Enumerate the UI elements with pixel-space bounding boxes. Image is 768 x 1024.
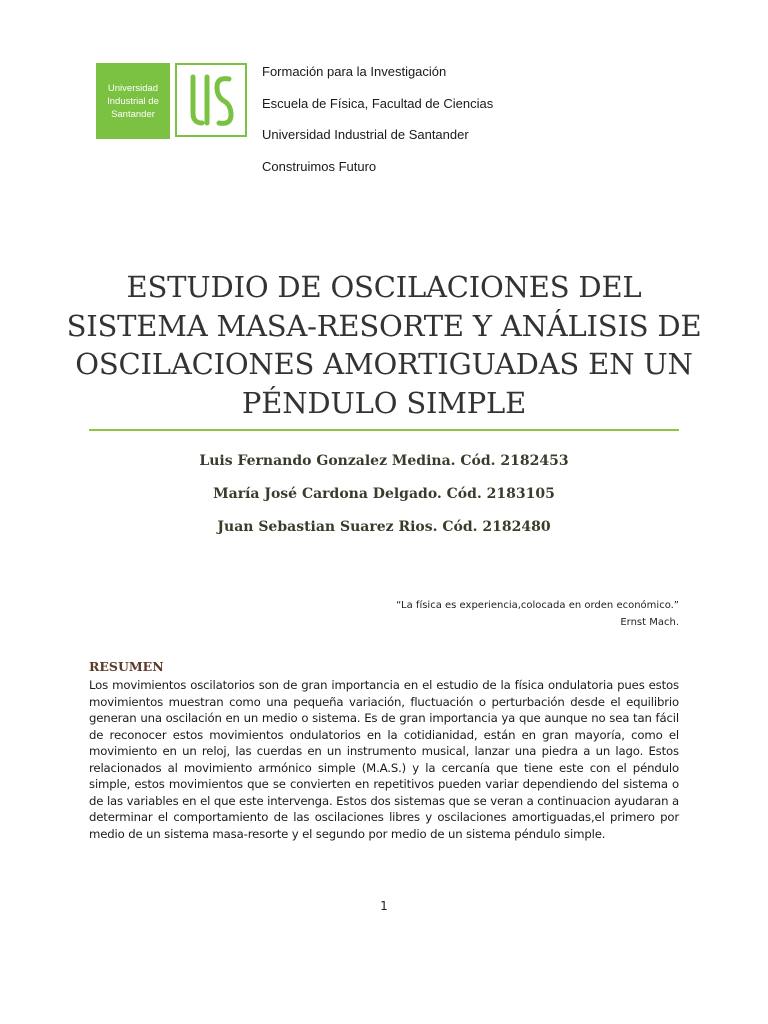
uis-emblem-icon: [177, 65, 247, 137]
logo-line: Santander: [111, 108, 155, 120]
university-logo-box: [96, 63, 170, 139]
abstract-heading: RESUMEN: [89, 659, 164, 674]
author-line: María José Cardona Delgado. Cód. 2183105: [213, 486, 555, 502]
title-divider: [89, 429, 679, 431]
logo-line: Industrial de: [107, 95, 159, 107]
author-line: Luis Fernando Gonzalez Medina. Cód. 2182453: [199, 453, 569, 469]
logo-line: Universidad: [107, 82, 159, 94]
header-line-university: Universidad Industrial de Santander: [262, 127, 469, 142]
uis-emblem-logo: [175, 63, 247, 137]
document-title: ESTUDIO DE OSCILACIONES DEL SISTEMA MASA-RESORTE Y ANÁLISIS DE OSCILACIONES AMORTIGUADAS EN UN PÉNDULO SIMPLE: [66, 270, 702, 420]
header-line-motto: Construimos Futuro: [262, 158, 377, 174]
institution-header: [262, 63, 493, 189]
quote-author: Ernst Mach.: [620, 617, 679, 628]
quote-text: “La física es experiencia,colocada en orden económico.”: [396, 600, 679, 611]
header-line-program: Formación para la Investigación: [262, 64, 447, 79]
header-line-school: Escuela de Física, Facultad de Ciencias: [262, 95, 494, 111]
abstract-body: Los movimientos oscilatorios son de gran importancia en el estudio de la física ondulatoria pues estos movimientos muestran como una pequeña variación, fluctuación o perturbación desde el equilibrio generan una oscilación en un medio o sistema. Es de gran importancia ya que aunque no sea tan fácil de reconocer estos movimientos ondulatorios en la cotidianidad, están en gran mayoría, como el movimiento en un reloj, las cuerdas en un instrumento musical, lanzar una piedra a un lago. Estos relacionados al movimiento armónico simple (M.A.S.) y la cercanía que tiene este con el péndulo simple, estos movimientos que se convierten en repetitivos pueden variar dependiendo del sistema o de las variables en el que este intervenga. Estos dos sistemas que se veran a continuacion ayudaran a determinar el comportamiento de las oscilaciones libres y oscilaciones amortiguadas,el primero por medio de un sistema masa-resorte y el segundo por medio de un sistema péndulo simple.: [89, 678, 679, 841]
author-line: Juan Sebastian Suarez Rios. Cód. 2182480: [217, 519, 551, 535]
author-list: [60, 451, 708, 550]
epigraph: [396, 597, 679, 631]
page-number: 1: [380, 899, 388, 913]
